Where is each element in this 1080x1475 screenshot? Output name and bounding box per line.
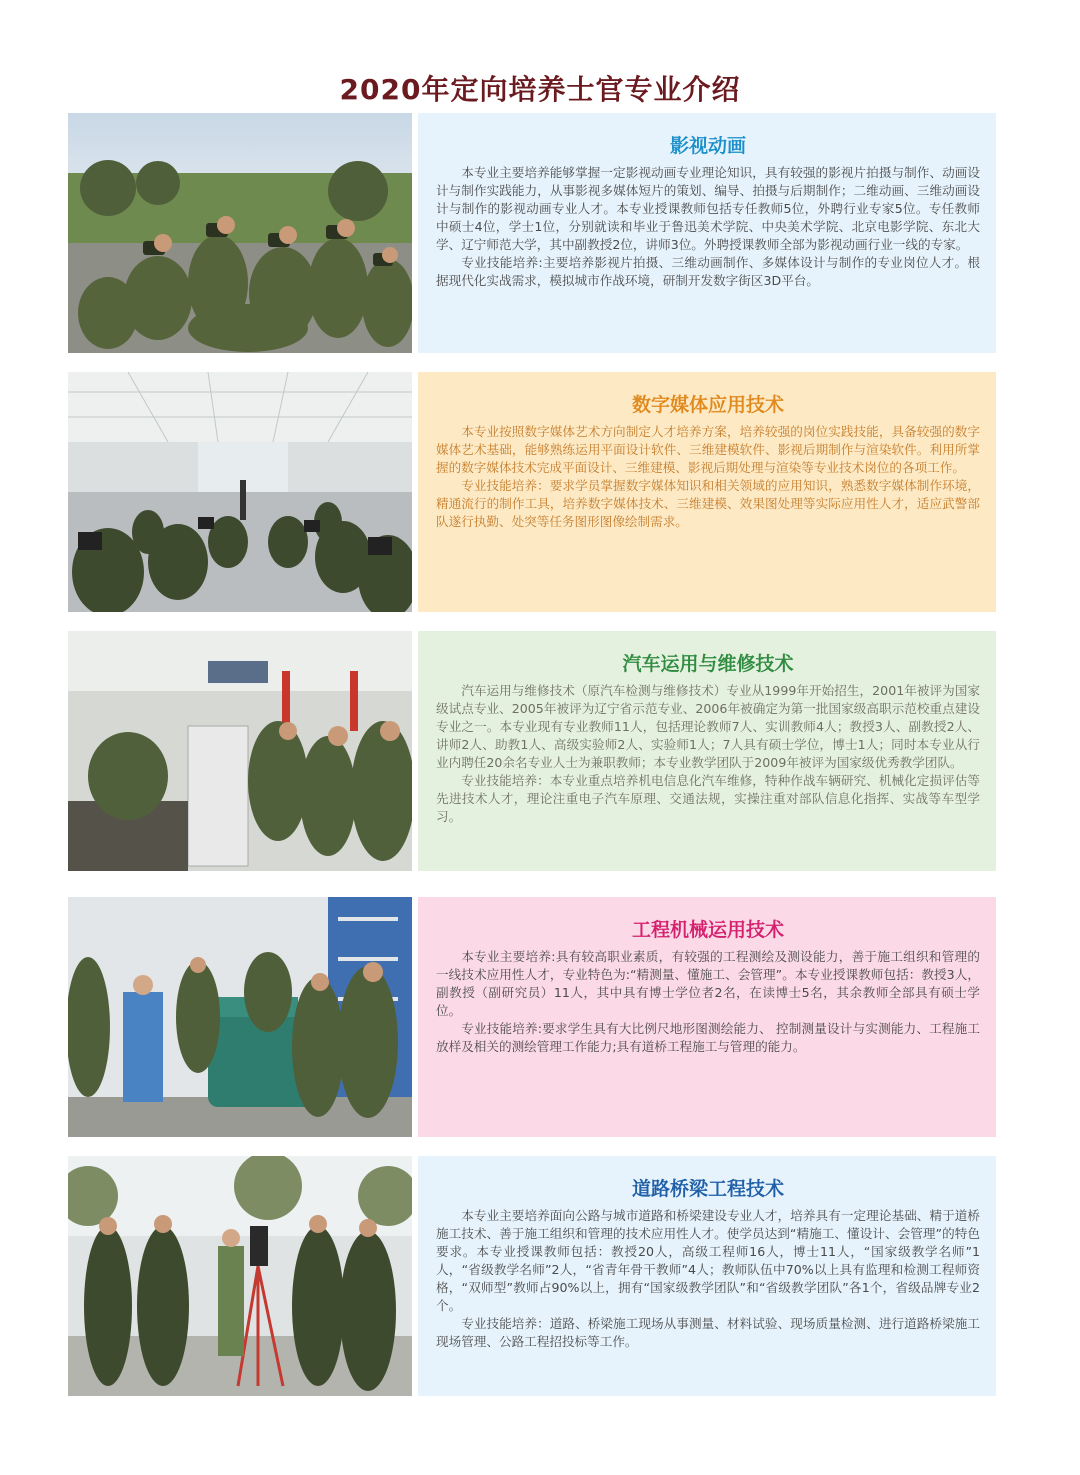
major-title: 影视动画 xyxy=(669,135,746,157)
major-description-panel xyxy=(418,372,996,612)
major-section-engineering-machinery xyxy=(68,897,996,1137)
major-description-panel xyxy=(418,1156,996,1396)
major-description-panel xyxy=(418,631,996,871)
skills-paragraph: 专业技能培养：本专业重点培养机电信息化汽车维修，特种作战车辆研究、机械化定损评估等先进技术人才，理论注重电子汽车原理、交通法规，实操注重对部队信息化指挥、实战等车型学习。 xyxy=(436,773,980,824)
skills-paragraph: 专业技能培养：要求学员掌握数字媒体知识和相关领域的应用知识，熟悉数字媒体制作环境，精通流行的制作工具，培养数字媒体技术、三维建模、效果图处理等实际应用性人才，适应武警部队遂行执勤、处突等任务图形图像绘制需求。 xyxy=(436,478,980,529)
major-intro-paragraph: 本专业主要培养能够掌握一定影视动画专业理论知识，具有较强的影视片拍摄与制作、动画设计与制作实践能力，从事影视多媒体短片的策划、编导、拍摄与后期制作；二维动画、三维动画设计与制作的影视动画专业人才。本专业授课教师包括专任教师5位，外聘行业专家5位。专任教师中硕士4位，学士1位，分别就读和毕业于鲁迅美术学院、中央美术学院、北京电影学院、东北大学、辽宁师范大学，其中副教授2位，讲师3位。外聘授课教师全部为影视动画行业一线的专家。 xyxy=(436,165,980,252)
skills-paragraph: 专业技能培养:主要培养影视片拍摄、三维动画制作、多媒体设计与制作的专业岗位人才。根据现代化实战需求，模拟城市作战环境，研制开发数字街区3D平台。 xyxy=(436,255,980,288)
major-title: 道路桥梁工程技术 xyxy=(631,1178,784,1200)
major-section-film-animation xyxy=(68,113,996,353)
major-title: 工程机械运用技术 xyxy=(631,919,784,941)
major-title: 汽车运用与维修技术 xyxy=(622,653,794,675)
auto-repair-workshop-photo xyxy=(68,631,412,871)
computer-lab-photo xyxy=(68,372,412,612)
engine-training-photo xyxy=(68,897,412,1137)
page-title: 2020年定向培养士官专业介绍 xyxy=(339,73,741,106)
skills-paragraph: 专业技能培养：道路、桥梁施工现场从事测量、材料试验、现场质量检测、进行道路桥梁施工现场管理、公路工程招投标等工作。 xyxy=(436,1316,980,1349)
major-description-panel xyxy=(418,897,996,1137)
major-section-road-bridge xyxy=(68,1156,996,1396)
surveying-instrument-photo xyxy=(68,1156,412,1396)
major-intro-paragraph: 本专业主要培养:具有较高职业素质，有较强的工程测绘及测设能力，善于施工组织和管理的一线技术应用性人才，专业特色为:“精测量、懂施工、会管理”。本专业授课教师包括：教授3人，副教授（副研究员）11人，其中具有博士学位者2名，在读博士5名，其余教师全部具有硕士学位。 xyxy=(436,949,980,1018)
major-description-panel xyxy=(418,113,996,353)
major-intro-paragraph: 本专业按照数字媒体艺术方向制定人才培养方案，培养较强的岗位实践技能，具备较强的数字媒体艺术基础，能够熟练运用平面设计软件、三维建模软件、影视后期制作与渲染软件。利用所掌握的数字媒体技术完成平面设计、三维建模、影视后期处理与渲染等专业技术岗位的各项工作。 xyxy=(436,424,980,475)
major-section-digital-media xyxy=(68,372,996,612)
major-title: 数字媒体应用技术 xyxy=(631,394,784,416)
major-intro-paragraph: 汽车运用与维修技术（原汽车检测与维修技术）专业从1999年开始招生，2001年被评为国家级试点专业、2005年被评为辽宁省示范专业、2006年被确定为第一批国家级高职示范校重点建设专业之一。本专业现有专业教师11人，包括理论教师7人、实训教师4人；教授3人、副教授2人、讲师2人、助教1人、高级实验师2人、实验师1人；7人具有硕士学位，博士1人；同时本专业从行业内聘任20余名专业人士为兼职教师；本专业教学团队于2009年被评为国家级优秀教学团队。 xyxy=(436,683,980,770)
major-section-auto-repair xyxy=(68,631,996,871)
soldiers-with-cameras-photo xyxy=(68,113,412,353)
major-intro-paragraph: 本专业主要培养面向公路与城市道路和桥梁建设专业人才，培养具有一定理论基础、精于道桥施工技术、善于施工组织和管理的技术应用性人才。使学员达到“精施工、懂设计、会管理”的特色要求。本专业授课教师包括：教授20人，高级工程师16人，博士11人，“国家级教学名师”1人，“省级教学名师”2人，“省青年骨干教师”4人；教师队伍中70%以上具有监理和检测工程师资格，“双师型”教师占90%以上，拥有“国家级教学团队”和“省级教学团队”各1个，省级品牌专业2个。 xyxy=(436,1208,980,1313)
skills-paragraph: 专业技能培养:要求学生具有大比例尺地形图测绘能力、 控制测量设计与实测能力、工程施工放样及相关的测绘管理工作能力;具有道桥工程施工与管理的能力。 xyxy=(436,1021,980,1054)
